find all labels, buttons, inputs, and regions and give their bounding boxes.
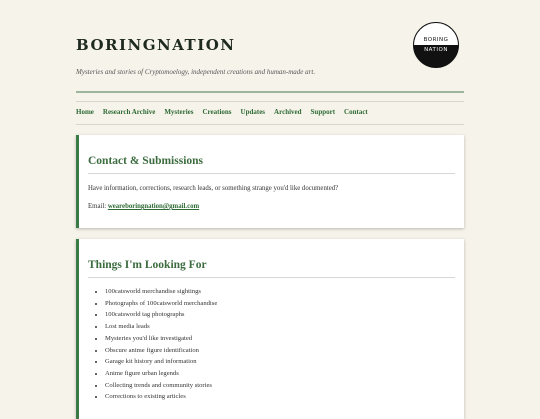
email-label: Email: xyxy=(88,203,107,210)
contact-intro: Have information, corrections, research leads, or something strange you'd like documented? xyxy=(88,185,339,192)
nav-top-divider xyxy=(76,101,464,102)
email-link[interactable]: weareboringnation@gmail.com xyxy=(107,203,200,210)
list-item: • 100catsworld tag photographs xyxy=(105,309,455,321)
list-item: • Photographs of 100catsworld merchandise xyxy=(105,298,455,310)
list-item: • Anime figure urban legends xyxy=(105,368,455,380)
contact-heading: Contact & Submissions xyxy=(88,135,455,174)
nav-research-archive[interactable]: Research Archive xyxy=(102,108,156,116)
nav-mysteries[interactable]: Mysteries xyxy=(164,108,194,116)
list-item: • 100catsworld merchandise sightings xyxy=(105,286,455,298)
looking-for-heading: Things I'm Looking For xyxy=(88,239,455,278)
list-item: • Obscure anime figure identification xyxy=(105,345,455,357)
list-item: • Corrections to existing articles xyxy=(105,391,455,403)
list-item: • Collecting trends and community stories xyxy=(105,380,455,392)
site-logo[interactable] xyxy=(413,22,459,68)
contact-card xyxy=(76,135,464,228)
nav-home[interactable]: Home xyxy=(76,108,94,116)
logo-text-bottom: NATION xyxy=(424,47,448,53)
list-item: • Lost media leads xyxy=(105,321,455,333)
header-divider xyxy=(76,91,464,93)
nav-support[interactable]: Support xyxy=(310,108,336,116)
list-item: • Garage kit history and information xyxy=(105,356,455,368)
contact-email-line xyxy=(88,203,455,210)
looking-for-card xyxy=(76,239,464,419)
nav-updates[interactable]: Updates xyxy=(240,108,266,116)
site-title[interactable]: BORINGNATION xyxy=(76,36,236,54)
main-nav xyxy=(76,108,368,116)
site-tagline: Mysteries and stories of Cryptomoelogy, independent creations and human-made art. xyxy=(76,68,316,76)
list-item: • Mysteries you'd like investigated xyxy=(105,333,455,345)
nav-archived[interactable]: Archived xyxy=(274,108,302,116)
logo-text-top: BORING xyxy=(423,37,449,43)
nav-bottom-divider xyxy=(76,124,464,125)
nav-creations[interactable]: Creations xyxy=(202,108,232,116)
looking-for-list xyxy=(88,286,455,403)
nav-contact[interactable]: Contact xyxy=(344,108,368,116)
